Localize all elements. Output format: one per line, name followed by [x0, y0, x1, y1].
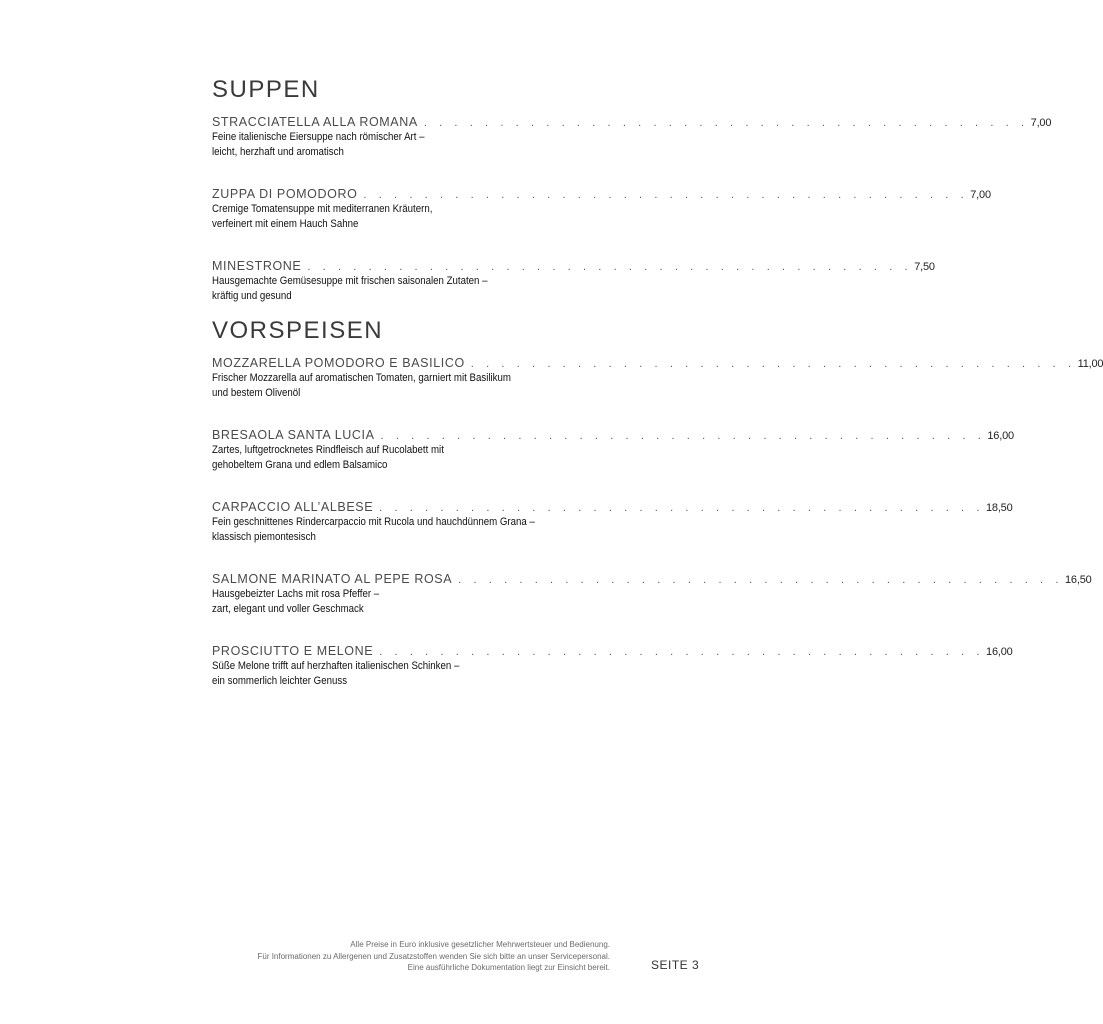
item-description: [212, 515, 582, 544]
dot-leader: . . . . . . . . . . . . . . . . . . . . . . . . . . . . . . . . . . . . . . . .: [458, 574, 1063, 586]
item-name: MOZZARELLA POMODORO E BASILICO: [212, 356, 465, 370]
dot-leader: . . . . . . . . . . . . . . . . . . . . . . . . . . . . . . . . . . . . . . . .: [379, 646, 985, 658]
footer-line: Alle Preise in Euro inklusive gesetzlicher Mehrwertsteuer und Bedienung.: [350, 940, 610, 949]
description-line: zart, elegant und voller Geschmack: [212, 602, 364, 615]
description-line: verfeinert mit einem Hauch Sahne: [212, 217, 359, 230]
item-description: [212, 202, 582, 231]
item-price: 7,00: [1030, 117, 1052, 129]
menu-item: [212, 356, 1103, 400]
item-description: [212, 443, 582, 472]
item-name: CARPACCIO ALL’ALBESE: [212, 500, 374, 514]
item-price: 16,00: [986, 646, 1013, 658]
description-line: und bestem Olivenöl: [212, 386, 301, 399]
item-name: STRACCIATELLA ALLA ROMANA: [212, 115, 418, 129]
item-description: [212, 371, 582, 400]
menu-item: [212, 187, 991, 231]
description-line: leicht, herzhaft und aromatisch: [212, 145, 344, 158]
dot-leader: . . . . . . . . . . . . . . . . . . . . . . . . . . . . . . . . . . . . . . . .: [379, 502, 984, 514]
description-line: Frischer Mozzarella auf aromatischen Tomaten, garniert mit Basilikum: [212, 372, 511, 384]
description-line: Hausgebeizter Lachs mit rosa Pfeffer –: [212, 588, 380, 600]
section-title: SUPPEN: [212, 76, 320, 103]
description-line: gehobeltem Grana und edlem Balsamico: [212, 458, 388, 471]
page-number: SEITE 3: [651, 958, 700, 972]
menu-item: [212, 115, 1052, 159]
dot-leader: . . . . . . . . . . . . . . . . . . . . . . . . . . . . . . . . . . . . . . . .: [363, 189, 969, 201]
description-line: Süße Melone trifft auf herzhaften italienischen Schinken –: [212, 660, 460, 672]
footer-note: [150, 939, 610, 974]
description-line: Zartes, luftgetrocknetes Rindfleisch auf Rucolabett mit: [212, 444, 444, 456]
description-line: klassisch piemontesisch: [212, 530, 316, 543]
menu-item: [212, 572, 1092, 616]
item-price: 16,50: [1065, 574, 1092, 586]
menu-item: [212, 644, 1013, 688]
item-description: [212, 130, 582, 159]
footer-line: Für Informationen zu Allergenen und Zusatzstoffen wenden Sie sich bitte an unser Servicepersonal.: [257, 951, 610, 961]
item-price: 11,00: [1077, 358, 1103, 370]
description-line: Fein geschnittenes Rindercarpaccio mit Rucola und hauchdünnem Grana –: [212, 516, 535, 528]
dot-leader: . . . . . . . . . . . . . . . . . . . . . . . . . . . . . . . . . . . . . . . .: [380, 430, 986, 442]
item-name: SALMONE MARINATO AL PEPE ROSA: [212, 572, 453, 586]
item-name: PROSCIUTTO E MELONE: [212, 644, 374, 658]
item-price: 18,50: [985, 502, 1013, 514]
item-name: BRESAOLA SANTA LUCIA: [212, 428, 375, 442]
item-price: 16,00: [987, 430, 1014, 442]
footer-line: Eine ausführliche Dokumentation liegt zur Einsicht bereit.: [407, 963, 610, 972]
description-line: ein sommerlich leichter Genuss: [212, 674, 348, 687]
item-description: [212, 659, 582, 688]
item-price: 7,00: [970, 189, 991, 201]
section-title: VORSPEISEN: [212, 317, 384, 344]
item-description: [212, 274, 582, 303]
description-line: Feine italienische Eiersuppe nach römischer Art –: [212, 131, 425, 143]
dot-leader: . . . . . . . . . . . . . . . . . . . . . . . . . . . . . . . . . . . . . . . .: [307, 261, 913, 273]
item-description: [212, 587, 582, 616]
description-line: kräftig und gesund: [212, 289, 292, 302]
menu-item: [212, 500, 1013, 544]
menu-item: [212, 259, 935, 303]
description-line: Hausgemachte Gemüsesuppe mit frischen saisonalen Zutaten –: [212, 275, 488, 287]
item-name: MINESTRONE: [212, 259, 302, 273]
section-vorspeisen: [212, 317, 1103, 688]
item-price: 7,50: [914, 261, 935, 273]
description-line: Cremige Tomatensuppe mit mediterranen Kräutern,: [212, 203, 433, 215]
dot-leader: . . . . . . . . . . . . . . . . . . . . . . . . . . . . . . . . . . . . . . . .: [470, 358, 1076, 370]
dot-leader: . . . . . . . . . . . . . . . . . . . . . . . . . . . . . . . . . . . . . . . .: [423, 117, 1029, 129]
section-suppen: [212, 76, 1052, 303]
item-name: ZUPPA DI POMODORO: [212, 187, 358, 201]
menu-item: [212, 428, 1014, 472]
